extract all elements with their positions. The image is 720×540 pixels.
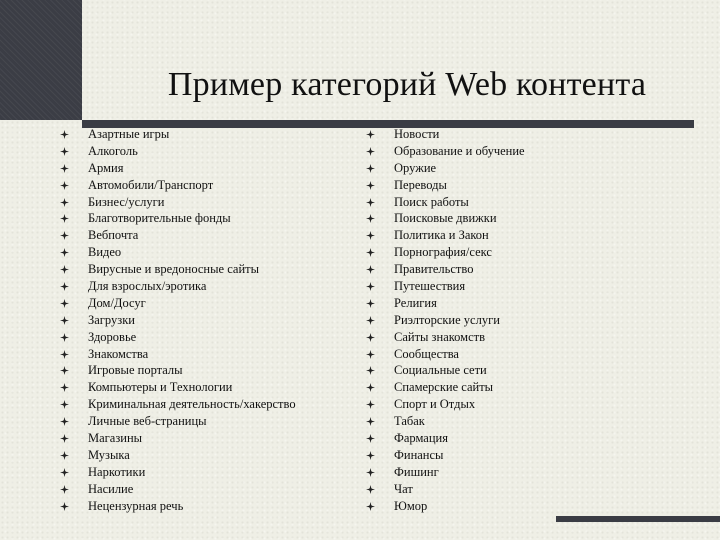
quad-star-bullet-icon <box>366 265 375 274</box>
quad-star-bullet-icon <box>366 198 375 207</box>
quad-star-bullet-icon <box>60 434 69 443</box>
quad-star-bullet-icon <box>366 400 375 409</box>
quad-star-bullet-icon <box>60 231 69 240</box>
category-label: Дом/Досуг <box>88 295 146 310</box>
quad-star-bullet-icon <box>60 248 69 257</box>
quad-star-bullet-icon <box>60 417 69 426</box>
category-label: Вебпочта <box>88 228 139 243</box>
quad-star-bullet-icon <box>60 350 69 359</box>
category-label: Поисковые движки <box>394 211 497 226</box>
category-label: Фармация <box>394 431 448 446</box>
category-label: Финансы <box>394 447 444 462</box>
category-label: Новости <box>394 127 440 141</box>
quad-star-bullet-icon <box>60 502 69 511</box>
category-label: Компьютеры и Технологии <box>88 380 233 395</box>
category-label: Правительство <box>394 262 474 277</box>
category-label: Порнография/секс <box>394 245 492 260</box>
quad-star-bullet-icon <box>366 485 375 494</box>
category-label: Фишинг <box>394 464 439 479</box>
category-label: Образование и обучение <box>394 143 525 158</box>
quad-star-bullet-icon <box>366 282 375 291</box>
quad-star-bullet-icon <box>60 333 69 342</box>
quad-star-bullet-icon <box>60 282 69 291</box>
decorative-side-bar <box>0 0 82 120</box>
category-label: Азартные игры <box>88 127 170 141</box>
category-label: Вирусные и вредоносные сайты <box>88 262 259 277</box>
quad-star-bullet-icon <box>60 366 69 375</box>
quad-star-bullet-icon <box>366 366 375 375</box>
quad-star-bullet-icon <box>366 333 375 342</box>
quad-star-bullet-icon <box>366 502 375 511</box>
category-label: Насилие <box>88 481 134 496</box>
quad-star-bullet-icon <box>60 198 69 207</box>
footer-rule <box>556 516 720 522</box>
quad-star-bullet-icon <box>366 451 375 460</box>
category-label: Здоровье <box>88 329 137 344</box>
quad-star-bullet-icon <box>60 214 69 223</box>
quad-star-bullet-icon <box>366 383 375 392</box>
category-label: Знакомства <box>88 346 149 361</box>
category-label: Спамерские сайты <box>394 380 494 395</box>
category-label: Наркотики <box>88 464 146 479</box>
quad-star-bullet-icon <box>366 434 375 443</box>
category-label: Политика и Закон <box>394 228 489 243</box>
quad-star-bullet-icon <box>366 147 375 156</box>
category-label: Социальные сети <box>394 363 487 378</box>
category-label: Оружие <box>394 160 437 175</box>
category-label: Чат <box>394 481 413 496</box>
quad-star-bullet-icon <box>366 231 375 240</box>
quad-star-bullet-icon <box>366 248 375 257</box>
quad-star-bullet-icon <box>366 130 375 139</box>
quad-star-bullet-icon <box>60 451 69 460</box>
quad-star-bullet-icon <box>60 299 69 308</box>
quad-star-bullet-icon <box>60 130 69 139</box>
quad-star-bullet-icon <box>60 400 69 409</box>
quad-star-bullet-icon <box>60 265 69 274</box>
category-label: Сообщества <box>394 346 459 361</box>
category-label: Загрузки <box>88 312 135 327</box>
quad-star-bullet-icon <box>60 147 69 156</box>
quad-star-bullet-icon <box>366 417 375 426</box>
category-label: Для взрослых/эротика <box>88 279 207 294</box>
category-label: Сайты знакомств <box>394 329 486 344</box>
category-label: Музыка <box>88 447 130 462</box>
quad-star-bullet-icon <box>366 299 375 308</box>
category-label: Армия <box>88 160 124 175</box>
category-label: Религия <box>394 295 437 310</box>
slide-title: Пример категорий Web контента <box>167 66 647 103</box>
quad-star-bullet-icon <box>60 383 69 392</box>
category-label: Благотворительные фонды <box>88 211 231 226</box>
category-label: Нецензурная речь <box>88 498 184 513</box>
category-label: Риэлторские услуги <box>394 312 500 327</box>
quad-star-bullet-icon <box>366 181 375 190</box>
quad-star-bullet-icon <box>366 350 375 359</box>
category-label: Личные веб-страницы <box>88 414 207 429</box>
category-label: Видео <box>88 245 122 260</box>
category-label: Поиск работы <box>394 194 469 209</box>
quad-star-bullet-icon <box>366 316 375 325</box>
category-label: Бизнес/услуги <box>88 194 165 209</box>
quad-star-bullet-icon <box>60 316 69 325</box>
category-label: Юмор <box>394 498 428 513</box>
quad-star-bullet-icon <box>366 164 375 173</box>
category-label: Спорт и Отдых <box>394 397 476 412</box>
category-label: Автомобили/Транспорт <box>88 177 214 192</box>
category-label: Переводы <box>394 177 447 192</box>
quad-star-bullet-icon <box>60 164 69 173</box>
category-label: Алкоголь <box>88 143 138 158</box>
category-label: Криминальная деятельность/хакерство <box>88 397 296 412</box>
category-label: Магазины <box>88 431 143 446</box>
category-label: Путешествия <box>394 279 466 294</box>
quad-star-bullet-icon <box>60 485 69 494</box>
quad-star-bullet-icon <box>366 468 375 477</box>
quad-star-bullet-icon <box>60 181 69 190</box>
quad-star-bullet-icon <box>60 468 69 477</box>
quad-star-bullet-icon <box>366 214 375 223</box>
category-label: Табак <box>394 414 425 429</box>
category-label: Игровые порталы <box>88 363 183 378</box>
title-underline-rule <box>82 120 694 128</box>
